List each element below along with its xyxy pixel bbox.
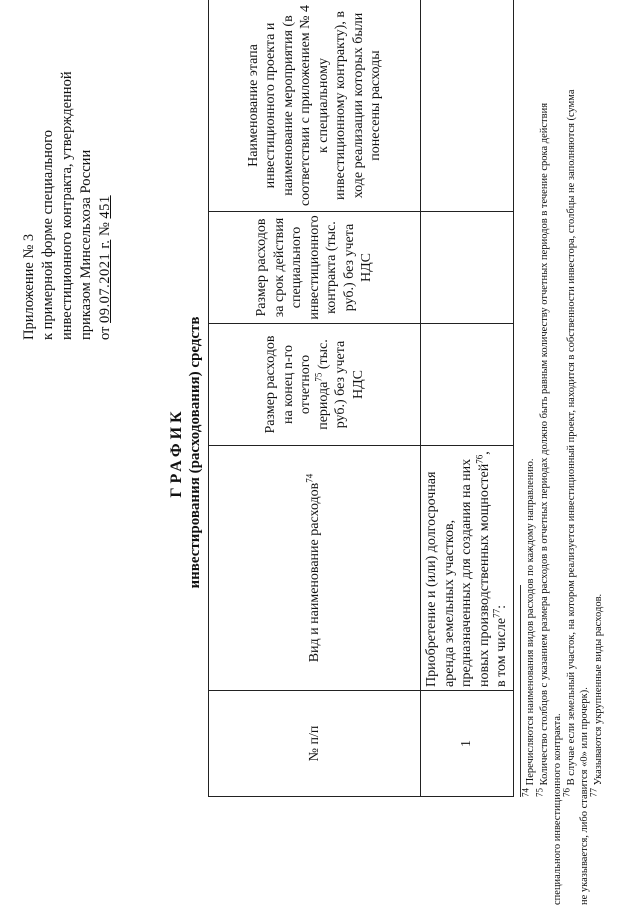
footnote-77: $^{77}$ Указываются укрупненные виды расходов. [588, 593, 604, 797]
footnote-separator [520, 585, 521, 797]
footnote-ref: 77 [491, 608, 502, 618]
annex-date-line [96, 20, 115, 340]
footnote-ref: 75 [312, 372, 323, 382]
annex-from: от [97, 326, 113, 340]
footnote-74: $^{74}$ Перечисляются наименования видов расходов по каждому направлению. [520, 458, 536, 797]
annex-number: 451 [97, 195, 113, 219]
footnote-75: $^{75}$ Количество столбцов с указанием размера расходов в отчетных периодах должно быть равным количеству отчетных периодов в течение срока действия [534, 102, 550, 797]
document-subtitle: инвестирования (расходования) средств [187, 316, 203, 589]
footnote-76-cont: не указывается, либо ставится «0» или прочерк). [579, 687, 590, 905]
footnote-ref: 76 [473, 454, 484, 464]
row-num: 1 [421, 691, 514, 797]
header-size-end-period: Размер расходов на конец n-го отчетного периода$^{75}$ (тыс. руб.) без учета НДС [209, 324, 421, 446]
annex-line: Приложение № 3 [21, 233, 37, 340]
header-stage: Наименование этапа инвестиционного проекта и наименование мероприятия (в соответствии с приложением № 4 к специальному инвестиционному контракту), в ходе реализации которых были понесены расходы [209, 0, 421, 212]
table-row [421, 0, 514, 797]
row-cell-empty [421, 0, 514, 212]
header-size-term: Размер расходов за срок действия специального инвестиционного контракта (тыс. руб.) без учета НДС [209, 212, 421, 324]
annex-line: приказом Минсельхоза России [78, 149, 94, 340]
footnotes [520, 0, 605, 905]
annex-date: 09.07.2021 г. [97, 239, 113, 323]
annex-num-label: № [97, 222, 113, 237]
table-header-row [209, 0, 421, 797]
header-num: № п/п [209, 691, 421, 797]
footnote-75-cont: специального инвестиционного контракта. [552, 713, 563, 905]
annex-block [20, 20, 115, 340]
row-cell-empty [421, 212, 514, 324]
annex-line: инвестиционного контракта, утвержденной [59, 71, 75, 340]
document-title: ГРАФИК [168, 407, 185, 498]
header-type-name: Вид и наименование расходов$^{74}$ [209, 446, 421, 691]
schedule-table [208, 0, 514, 797]
annex-line: к примерной форме специального [40, 129, 56, 340]
row-cell-empty [421, 324, 514, 446]
footnote-76: $^{76}$ В случае если земельный участок, на котором реализуется инвестиционный проект, находится в собственности инвестора, столбцы не заполняются (сумма [561, 89, 577, 797]
row-name: Приобретение и (или) долгосрочная аренда земельных участков, предназначенных для создания на них новых производственных мощностей$^{76}$, в том числе$^{77}$: [421, 446, 514, 691]
footnote-ref: 74 [304, 473, 315, 483]
